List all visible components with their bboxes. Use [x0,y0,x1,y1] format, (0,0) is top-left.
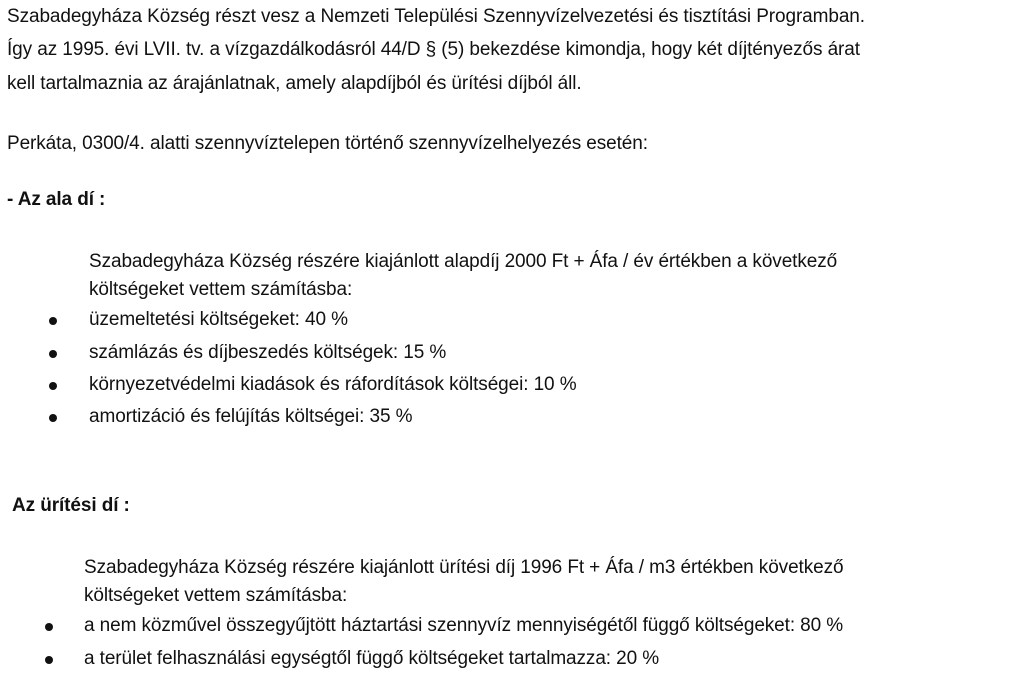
bullet-icon [49,414,57,422]
emptying-fee-item: a terület felhasználási egységtől függő költségeket tartalmazza: 20 % [84,648,660,669]
intro-line-1: Szabadegyháza Község részt vesz a Nemzeti Települési Szennyvízelvezetési és tisztítási Programban. [7,6,865,27]
bullet-icon [45,623,53,631]
emptying-fee-desc-line-1: Szabadegyháza Község részére kiajánlott ürítési díj 1996 Ft + Áfa / m3 értékben következő [84,557,844,578]
bullet-icon [49,350,57,358]
intro-line-3: kell tartalmaznia az árajánlatnak, amely alapdíjból és ürítési díjból áll. [7,73,582,94]
base-fee-item: számlázás és díjbeszedés költségek: 15 % [89,342,447,363]
bullet-icon [45,656,53,664]
location-line: Perkáta, 0300/4. alatti szennyvíztelepen történő szennyvízelhelyezés esetén: [7,133,648,154]
emptying-fee-desc-line-2: költségeket vettem számításba: [84,585,348,606]
base-fee-heading: - Az ala dí : [7,189,106,210]
base-fee-desc-line-2: költségeket vettem számításba: [89,279,353,300]
base-fee-item: amortizáció és felújítás költségei: 35 % [89,406,413,427]
bullet-icon [49,317,57,325]
base-fee-item: üzemeltetési költségeket: 40 % [89,309,348,330]
bullet-icon [49,382,57,390]
base-fee-item: környezetvédelmi kiadások és ráfordítások költségei: 10 % [89,374,577,395]
intro-line-2: Így az 1995. évi LVII. tv. a vízgazdálkodásról 44/D § (5) bekezdése kimondja, hogy két díjtényezős árat [7,39,860,60]
emptying-fee-heading: Az ürítési dí : [12,495,130,516]
base-fee-desc-line-1: Szabadegyháza Község részére kiajánlott alapdíj 2000 Ft + Áfa / év értékben a következő [89,251,838,272]
emptying-fee-item: a nem közművel összegyűjtött háztartási szennyvíz mennyiségétől függő költségeket: 80 % [84,615,844,636]
